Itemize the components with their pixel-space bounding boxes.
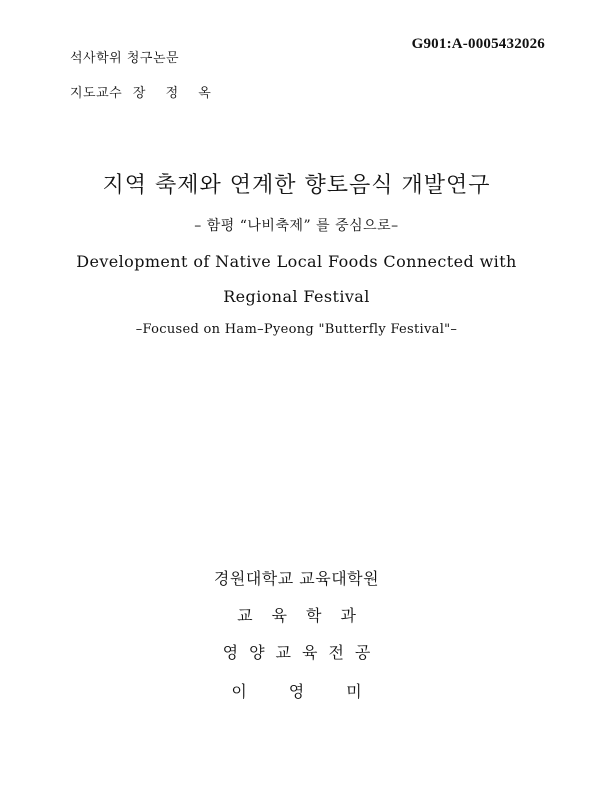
advisor-label: 지도교수 xyxy=(70,86,123,101)
korean-title: 지역 축제와 연계한 향토음식 개발연구 xyxy=(102,173,491,198)
document-code: G901:A-0005432026 xyxy=(411,36,545,52)
author-name: 이영미 xyxy=(231,682,404,701)
major-name: 영양교육전공 xyxy=(222,643,382,662)
degree-line: 석사학위 청구논문 xyxy=(70,51,180,66)
advisor-name: 장 정 옥 xyxy=(132,86,219,101)
english-title-line-1: Development of Native Local Foods Connected with xyxy=(76,252,517,271)
korean-subtitle: – 함평 “나비축제” 를 중심으로– xyxy=(194,218,399,234)
english-title-line-2: Regional Festival xyxy=(223,287,370,306)
department-name: 교육학과 xyxy=(237,606,375,625)
university-name: 경원대학교 교육대학원 xyxy=(213,569,380,588)
advisor-line xyxy=(70,82,219,101)
english-subtitle: –Focused on Ham–Pyeong "Butterfly Festival"– xyxy=(135,322,458,337)
